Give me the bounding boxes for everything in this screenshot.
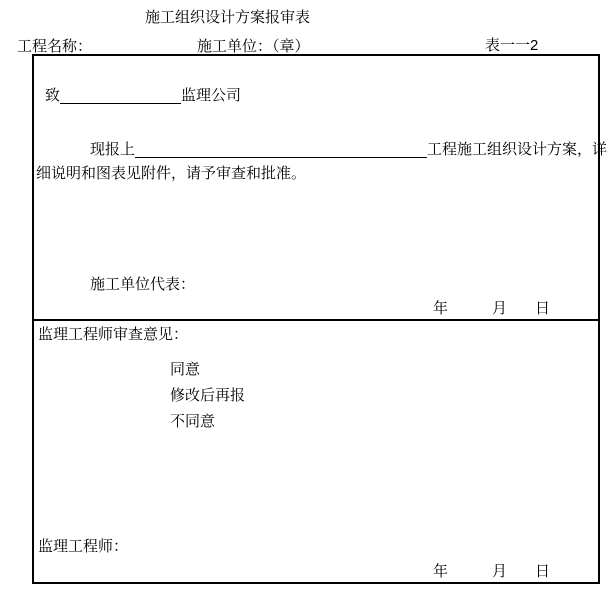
supervising-engineer-label: 监理工程师： — [38, 538, 129, 555]
report-line — [90, 141, 607, 158]
construction-unit-label: 施工单位：（章） — [197, 38, 310, 55]
form-number: 表一一2 — [485, 37, 539, 54]
page-title: 施工组织设计方案报审表 — [145, 9, 311, 26]
form-border-box — [32, 54, 608, 584]
to-prefix: 致 — [45, 87, 61, 104]
to-line — [45, 87, 241, 104]
month-label: 月 — [492, 563, 508, 580]
day-label: 日 — [535, 563, 551, 580]
review-option-disagree[interactable]: 不同意 — [170, 413, 216, 430]
project-name-label: 工程名称： — [17, 38, 93, 55]
report-suffix: 工程施工组织设计方案，详 — [427, 141, 608, 158]
engineer-review-label: 监理工程师审查意见： — [38, 326, 189, 343]
year-label: 年 — [433, 300, 449, 317]
review-option-revise-resubmit[interactable]: 修改后再报 — [170, 387, 246, 404]
to-suffix: 监理公司 — [181, 87, 242, 104]
contractor-representative-label: 施工单位代表： — [90, 276, 196, 293]
month-label: 月 — [492, 300, 508, 317]
day-label: 日 — [535, 300, 551, 317]
to-company-blank[interactable] — [60, 88, 181, 104]
section-divider — [34, 319, 598, 321]
plan-name-blank[interactable] — [135, 142, 427, 158]
report-prefix: 现报上 — [90, 141, 136, 158]
review-option-agree[interactable]: 同意 — [170, 361, 201, 378]
report-line-2: 细说明和图表见附件，请予审查和批准。 — [36, 165, 307, 182]
year-label: 年 — [433, 563, 449, 580]
